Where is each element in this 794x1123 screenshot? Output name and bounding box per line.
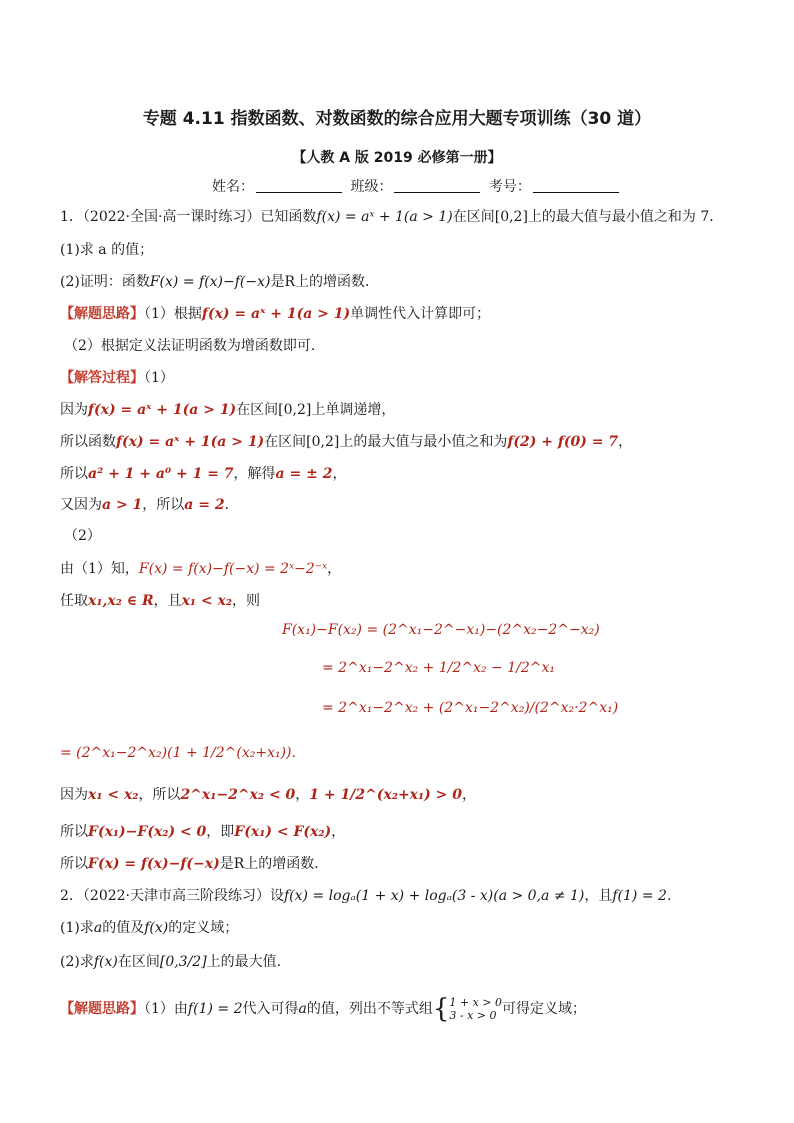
idea-tag: 【解题思路】 bbox=[60, 306, 144, 322]
equation-line-2: = 2^x₁−2^x₂ + 1/2^x₂ − 1/2^x₁ bbox=[322, 660, 556, 676]
name-label: 姓名： bbox=[212, 179, 254, 195]
q1-step-1: 因为f(x) = aˣ + 1(a > 1)在区间[0,2]上单调递增， bbox=[60, 402, 396, 418]
q1-stem: 1．（2022·全国·高一课时练习）已知函数f(x) = aˣ + 1(a > 1)在区间[0,2]上的最大值与最小值之和为 7． bbox=[60, 209, 724, 225]
exam-label: 考号： bbox=[488, 179, 531, 195]
q2-part1: (1)求a的值及f(x)的定义域； bbox=[60, 920, 239, 936]
class-blank[interactable] bbox=[394, 178, 480, 193]
page-title: 专题 4.11 指数函数、对数函数的综合应用大题专项训练（30 道） bbox=[142, 109, 652, 129]
q1-step-6: 任取x₁,x₂ ∈ R，且x₁ < x₂，则 bbox=[60, 593, 261, 609]
exam-blank[interactable] bbox=[533, 178, 619, 193]
q1-step-8: 所以F(x₁)−F(x₂) < 0，即F(x₁) < F(x₂)， bbox=[60, 824, 346, 840]
equation-line-3: = 2^x₁−2^x₂ + (2^x₁−2^x₂)/(2^x₂·2^x₁) bbox=[322, 700, 619, 716]
q1-idea-2: （2）根据定义法证明函数为增函数即可. bbox=[64, 338, 316, 354]
q1-process-heading: 【解答过程】（1） bbox=[60, 370, 174, 386]
idea-tag-q2: 【解题思路】 bbox=[60, 1001, 144, 1017]
q2-stem: 2．（2022·天津市高三阶段练习）设f(x) = logₐ(1 + x) + logₐ(3 - x)(a > 0,a ≠ 1)，且f(1) = 2. bbox=[60, 888, 672, 904]
equation-line-1: F(x₁)−F(x₂) = (2^x₁−2^−x₁)−(2^x₂−2^−x₂) bbox=[282, 622, 600, 638]
q1-step-4: 又因为a > 1，所以a = 2． bbox=[60, 497, 239, 513]
q1-step-2: 所以函数f(x) = aˣ + 1(a > 1)在区间[0,2]上的最大值与最小值之和为f(2) + f(0) = 7， bbox=[60, 434, 633, 450]
q1-step-3: 所以a² + 1 + a⁰ + 1 = 7，解得a = ± 2， bbox=[60, 466, 347, 482]
q1-part1: (1)求 a 的值； bbox=[60, 242, 154, 258]
q1-step-7: 因为x₁ < x₂，所以2^x₁−2^x₂ < 0，1 + 1/2^(x₂+x₁) > 0， bbox=[60, 787, 476, 803]
student-info-line bbox=[212, 176, 623, 196]
q1-idea-1: 【解题思路】（1）根据f(x) = aˣ + 1(a > 1)单调性代入计算即可； bbox=[60, 306, 491, 322]
process-tag: 【解答过程】 bbox=[60, 370, 144, 386]
class-label: 班级： bbox=[350, 179, 393, 195]
q1-step-9: 所以F(x) = f(x)−f(−x)是R上的增函数． bbox=[60, 856, 329, 872]
q1-process-part2: （2） bbox=[64, 528, 101, 544]
edition-subtitle: 【人教 A 版 2019 必修第一册】 bbox=[292, 150, 502, 166]
q1-part2: (2)证明：函数F(x) = f(x)−f(−x)是R上的增函数． bbox=[60, 274, 380, 290]
system-brace: { bbox=[432, 994, 450, 1024]
name-blank[interactable] bbox=[256, 178, 342, 193]
q2-part2: (2)求f(x)在区间[0,3/2]上的最大值. bbox=[60, 954, 282, 970]
q2-idea: 【解题思路】（1）由f(1) = 2代入可得a的值，列出不等式组{ 1 + x > 0 3 - x > 0 可得定义域； bbox=[60, 994, 587, 1024]
inequality-system: 1 + x > 0 3 - x > 0 bbox=[449, 996, 503, 1022]
q1-step-5: 由（1）知，F(x) = f(x)−f(−x) = 2ˣ−2⁻ˣ， bbox=[60, 561, 342, 577]
equation-line-4: = (2^x₁−2^x₂)(1 + 1/2^(x₂+x₁))． bbox=[60, 745, 306, 761]
